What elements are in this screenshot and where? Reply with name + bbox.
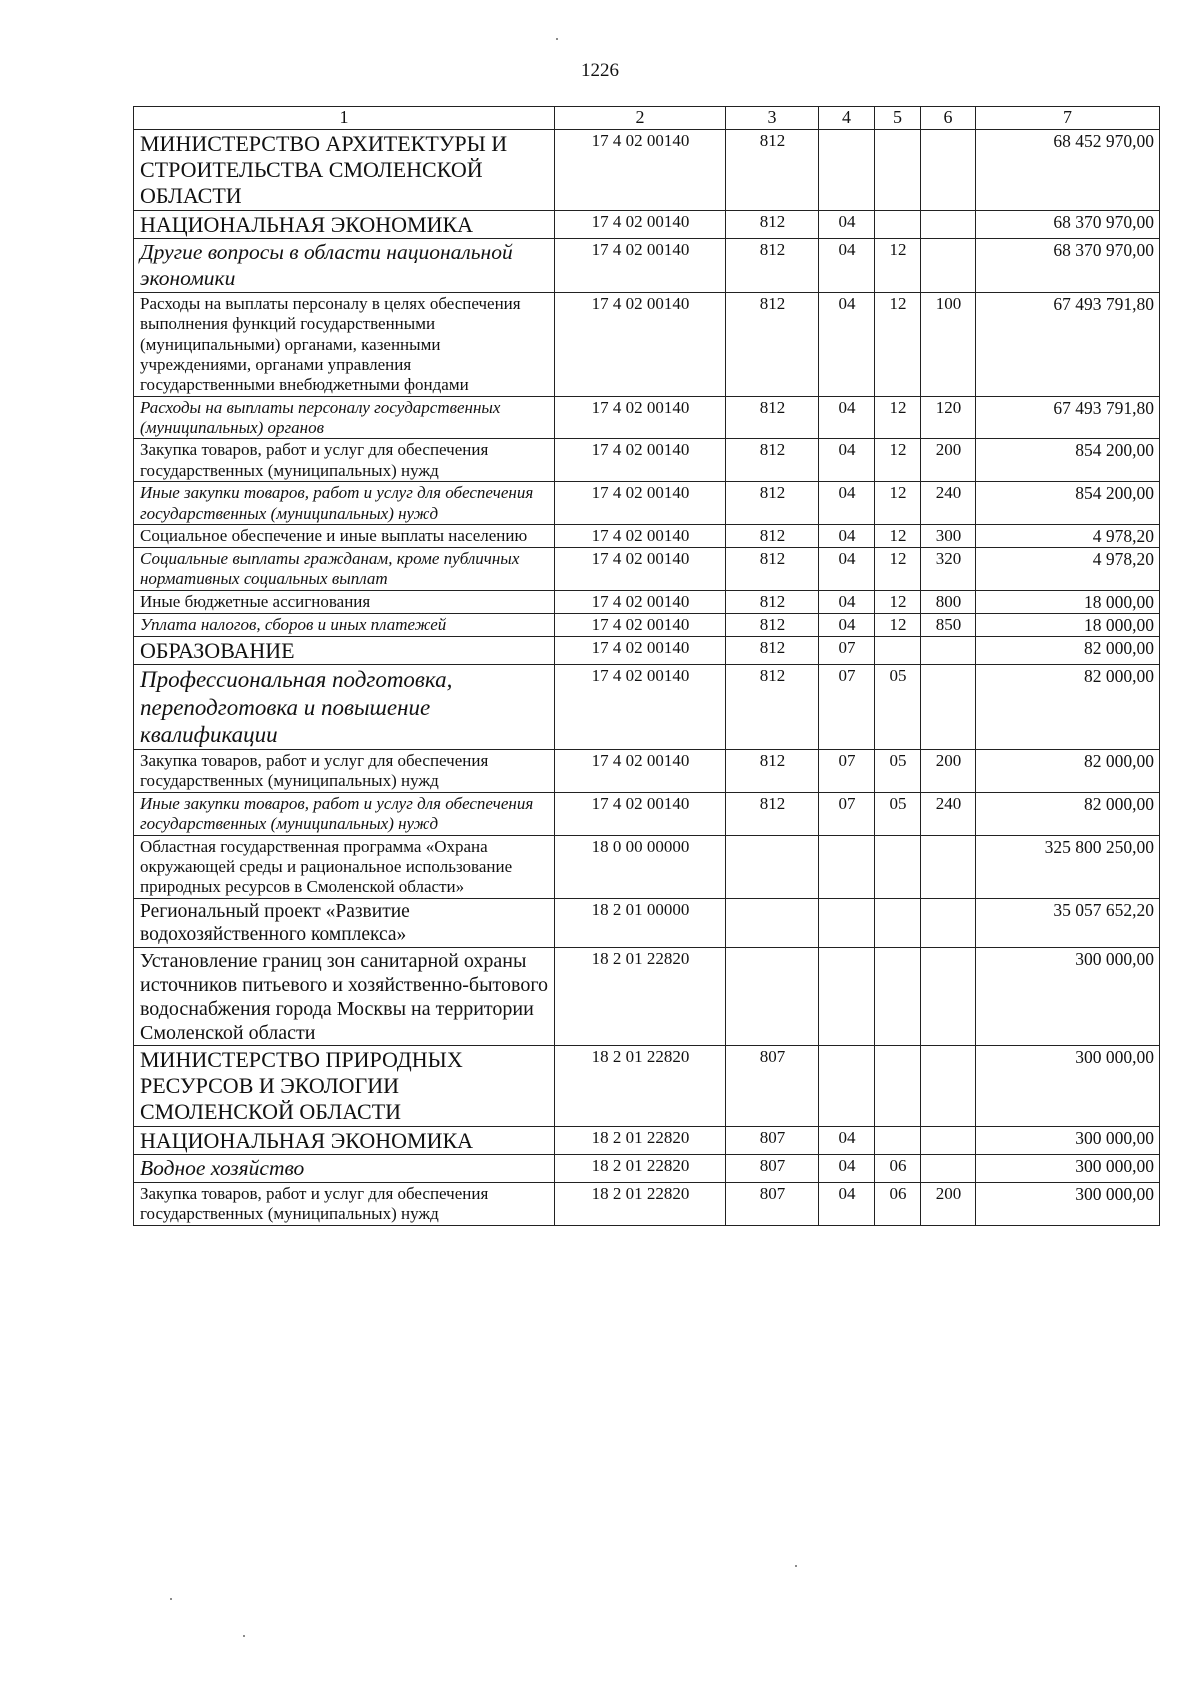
row-subsection: 12 [875, 548, 921, 591]
row-grbs [726, 898, 819, 947]
table-row [134, 898, 1160, 947]
row-subsection: 05 [875, 792, 921, 835]
row-grbs: 812 [726, 636, 819, 664]
row-section: 07 [819, 750, 875, 793]
row-target-article: 18 2 01 22820 [555, 1126, 726, 1154]
header-row [134, 107, 1160, 130]
row-subsection [875, 636, 921, 664]
row-amount: 854 200,00 [976, 482, 1160, 525]
row-subsection [875, 1045, 921, 1126]
row-target-article: 17 4 02 00140 [555, 548, 726, 591]
row-section: 04 [819, 613, 875, 636]
row-expense-type [921, 239, 976, 293]
row-target-article: 17 4 02 00140 [555, 636, 726, 664]
table-row [134, 525, 1160, 548]
row-section: 07 [819, 792, 875, 835]
row-subsection [875, 1126, 921, 1154]
row-expense-type [921, 1045, 976, 1126]
row-expense-type: 300 [921, 525, 976, 548]
row-grbs: 807 [726, 1182, 819, 1225]
row-target-article: 17 4 02 00140 [555, 396, 726, 439]
row-amount: 18 000,00 [976, 590, 1160, 613]
row-target-article: 17 4 02 00140 [555, 129, 726, 210]
row-expense-type [921, 636, 976, 664]
row-grbs [726, 947, 819, 1045]
row-subsection: 12 [875, 239, 921, 293]
row-name: Водное хозяйство [134, 1155, 555, 1183]
row-amount: 82 000,00 [976, 750, 1160, 793]
row-name: Уплата налогов, сборов и иных платежей [134, 613, 555, 636]
row-expense-type [921, 1155, 976, 1183]
col-header-target-article: 2 [555, 107, 726, 130]
row-section [819, 947, 875, 1045]
row-name: Расходы на выплаты персоналу в целях обеспечения выполнения функций государственными (муниципальными) органами, казенными учреждениями, органами управления государственными внебюджетными фондами [134, 292, 555, 396]
row-grbs: 812 [726, 439, 819, 482]
row-target-article: 17 4 02 00140 [555, 292, 726, 396]
row-amount: 300 000,00 [976, 947, 1160, 1045]
row-name: Иные закупки товаров, работ и услуг для обеспечения государственных (муниципальных) нужд [134, 792, 555, 835]
row-section: 07 [819, 665, 875, 750]
row-subsection [875, 898, 921, 947]
row-name: Закупка товаров, работ и услуг для обеспечения государственных (муниципальных) нужд [134, 1182, 555, 1225]
table-row [134, 548, 1160, 591]
row-section [819, 898, 875, 947]
row-expense-type: 850 [921, 613, 976, 636]
scan-speck [243, 1635, 245, 1637]
row-grbs: 807 [726, 1126, 819, 1154]
budget-table [133, 106, 1160, 1226]
row-grbs: 812 [726, 129, 819, 210]
row-name: Закупка товаров, работ и услуг для обеспечения государственных (муниципальных) нужд [134, 439, 555, 482]
table-row [134, 210, 1160, 238]
row-grbs: 812 [726, 292, 819, 396]
row-subsection: 05 [875, 750, 921, 793]
row-amount: 67 493 791,80 [976, 292, 1160, 396]
row-section: 04 [819, 210, 875, 238]
row-amount: 68 452 970,00 [976, 129, 1160, 210]
row-name: НАЦИОНАЛЬНАЯ ЭКОНОМИКА [134, 210, 555, 238]
row-expense-type [921, 665, 976, 750]
row-expense-type: 320 [921, 548, 976, 591]
row-target-article: 17 4 02 00140 [555, 590, 726, 613]
row-expense-type [921, 947, 976, 1045]
row-subsection: 12 [875, 590, 921, 613]
table-row [134, 129, 1160, 210]
row-section: 04 [819, 1155, 875, 1183]
row-target-article: 18 2 01 22820 [555, 1155, 726, 1183]
row-amount: 68 370 970,00 [976, 210, 1160, 238]
row-grbs: 812 [726, 210, 819, 238]
table-row [134, 482, 1160, 525]
row-amount: 300 000,00 [976, 1045, 1160, 1126]
row-amount: 68 370 970,00 [976, 239, 1160, 293]
scan-speck [170, 1598, 172, 1600]
row-target-article: 17 4 02 00140 [555, 439, 726, 482]
row-target-article: 18 2 01 22820 [555, 1045, 726, 1126]
table-row [134, 665, 1160, 750]
row-grbs: 812 [726, 613, 819, 636]
row-name: Областная государственная программа «Охрана окружающей среды и рациональное использование природных ресурсов в Смоленской области» [134, 835, 555, 898]
row-target-article: 17 4 02 00140 [555, 239, 726, 293]
row-expense-type: 120 [921, 396, 976, 439]
row-section [819, 1045, 875, 1126]
row-name: Расходы на выплаты персоналу государственных (муниципальных) органов [134, 396, 555, 439]
row-section: 04 [819, 239, 875, 293]
col-header-grbs: 3 [726, 107, 819, 130]
row-expense-type: 100 [921, 292, 976, 396]
table-row [134, 439, 1160, 482]
col-header-amount: 7 [976, 107, 1160, 130]
row-name: Социальное обеспечение и иные выплаты населению [134, 525, 555, 548]
row-section [819, 129, 875, 210]
row-name: Профессиональная подготовка, переподготовка и повышение квалификации [134, 665, 555, 750]
table-row [134, 613, 1160, 636]
table-row [134, 239, 1160, 293]
row-subsection: 12 [875, 396, 921, 439]
row-amount: 82 000,00 [976, 792, 1160, 835]
row-grbs: 812 [726, 750, 819, 793]
row-subsection [875, 210, 921, 238]
row-section: 04 [819, 1182, 875, 1225]
row-subsection: 12 [875, 482, 921, 525]
row-grbs: 812 [726, 396, 819, 439]
row-amount: 4 978,20 [976, 548, 1160, 591]
row-amount: 35 057 652,20 [976, 898, 1160, 947]
table-row [134, 1126, 1160, 1154]
row-section: 04 [819, 482, 875, 525]
row-expense-type [921, 835, 976, 898]
row-grbs: 812 [726, 239, 819, 293]
row-name: Другие вопросы в области национальной экономики [134, 239, 555, 293]
row-expense-type [921, 1126, 976, 1154]
table-row [134, 292, 1160, 396]
table-row [134, 947, 1160, 1045]
row-section: 07 [819, 636, 875, 664]
row-amount: 82 000,00 [976, 665, 1160, 750]
table-row [134, 590, 1160, 613]
table-row [134, 636, 1160, 664]
col-header-name: 1 [134, 107, 555, 130]
row-target-article: 18 2 01 22820 [555, 1182, 726, 1225]
row-target-article: 18 0 00 00000 [555, 835, 726, 898]
row-name: Социальные выплаты гражданам, кроме публичных нормативных социальных выплат [134, 548, 555, 591]
row-amount: 4 978,20 [976, 525, 1160, 548]
row-subsection: 05 [875, 665, 921, 750]
row-target-article: 17 4 02 00140 [555, 792, 726, 835]
row-section: 04 [819, 292, 875, 396]
row-amount: 325 800 250,00 [976, 835, 1160, 898]
table-row [134, 396, 1160, 439]
row-grbs: 812 [726, 665, 819, 750]
table-row [134, 1182, 1160, 1225]
row-amount: 67 493 791,80 [976, 396, 1160, 439]
row-expense-type: 200 [921, 439, 976, 482]
row-name: Региональный проект «Развитие водохозяйственного комплекса» [134, 898, 555, 947]
row-subsection [875, 947, 921, 1045]
row-subsection: 06 [875, 1182, 921, 1225]
row-name: НАЦИОНАЛЬНАЯ ЭКОНОМИКА [134, 1126, 555, 1154]
col-header-expense-type: 6 [921, 107, 976, 130]
row-amount: 300 000,00 [976, 1126, 1160, 1154]
row-name: МИНИСТЕРСТВО ПРИРОДНЫХ РЕСУРСОВ И ЭКОЛОГИИ СМОЛЕНСКОЙ ОБЛАСТИ [134, 1045, 555, 1126]
table-row [134, 835, 1160, 898]
row-amount: 300 000,00 [976, 1182, 1160, 1225]
row-name: ОБРАЗОВАНИЕ [134, 636, 555, 664]
row-section: 04 [819, 548, 875, 591]
row-amount: 18 000,00 [976, 613, 1160, 636]
row-expense-type: 240 [921, 792, 976, 835]
row-target-article: 18 2 01 22820 [555, 947, 726, 1045]
row-subsection [875, 835, 921, 898]
row-name: Иные закупки товаров, работ и услуг для обеспечения государственных (муниципальных) нужд [134, 482, 555, 525]
row-grbs: 812 [726, 590, 819, 613]
row-expense-type: 200 [921, 750, 976, 793]
table-body [134, 129, 1160, 1225]
row-grbs: 807 [726, 1155, 819, 1183]
row-section [819, 835, 875, 898]
row-subsection: 06 [875, 1155, 921, 1183]
row-expense-type: 240 [921, 482, 976, 525]
row-target-article: 18 2 01 00000 [555, 898, 726, 947]
table-row [134, 792, 1160, 835]
row-target-article: 17 4 02 00140 [555, 482, 726, 525]
row-grbs [726, 835, 819, 898]
row-expense-type: 800 [921, 590, 976, 613]
row-grbs: 812 [726, 482, 819, 525]
row-subsection: 12 [875, 613, 921, 636]
row-name: Установление границ зон санитарной охраны источников питьевого и хозяйственно-бытового водоснабжения города Москвы на территории Смоленской области [134, 947, 555, 1045]
col-header-subsection: 5 [875, 107, 921, 130]
row-subsection: 12 [875, 439, 921, 482]
scan-speck [795, 1565, 797, 1567]
row-section: 04 [819, 396, 875, 439]
table-row [134, 1155, 1160, 1183]
row-target-article: 17 4 02 00140 [555, 665, 726, 750]
row-expense-type [921, 129, 976, 210]
row-target-article: 17 4 02 00140 [555, 210, 726, 238]
row-grbs: 807 [726, 1045, 819, 1126]
row-grbs: 812 [726, 792, 819, 835]
row-grbs: 812 [726, 548, 819, 591]
row-grbs: 812 [726, 525, 819, 548]
page-number: 1226 [581, 60, 619, 81]
row-amount: 82 000,00 [976, 636, 1160, 664]
row-section: 04 [819, 525, 875, 548]
row-expense-type [921, 210, 976, 238]
row-subsection [875, 129, 921, 210]
row-section: 04 [819, 439, 875, 482]
row-name: Иные бюджетные ассигнования [134, 590, 555, 613]
row-target-article: 17 4 02 00140 [555, 613, 726, 636]
row-name: МИНИСТЕРСТВО АРХИТЕКТУРЫ И СТРОИТЕЛЬСТВА СМОЛЕНСКОЙ ОБЛАСТИ [134, 129, 555, 210]
row-subsection: 12 [875, 292, 921, 396]
row-expense-type [921, 898, 976, 947]
row-section: 04 [819, 590, 875, 613]
row-target-article: 17 4 02 00140 [555, 525, 726, 548]
row-section: 04 [819, 1126, 875, 1154]
row-target-article: 17 4 02 00140 [555, 750, 726, 793]
row-name: Закупка товаров, работ и услуг для обеспечения государственных (муниципальных) нужд [134, 750, 555, 793]
row-amount: 300 000,00 [976, 1155, 1160, 1183]
table-row [134, 750, 1160, 793]
table-row [134, 1045, 1160, 1126]
scan-speck [556, 38, 558, 40]
row-subsection: 12 [875, 525, 921, 548]
col-header-section: 4 [819, 107, 875, 130]
row-expense-type: 200 [921, 1182, 976, 1225]
row-amount: 854 200,00 [976, 439, 1160, 482]
